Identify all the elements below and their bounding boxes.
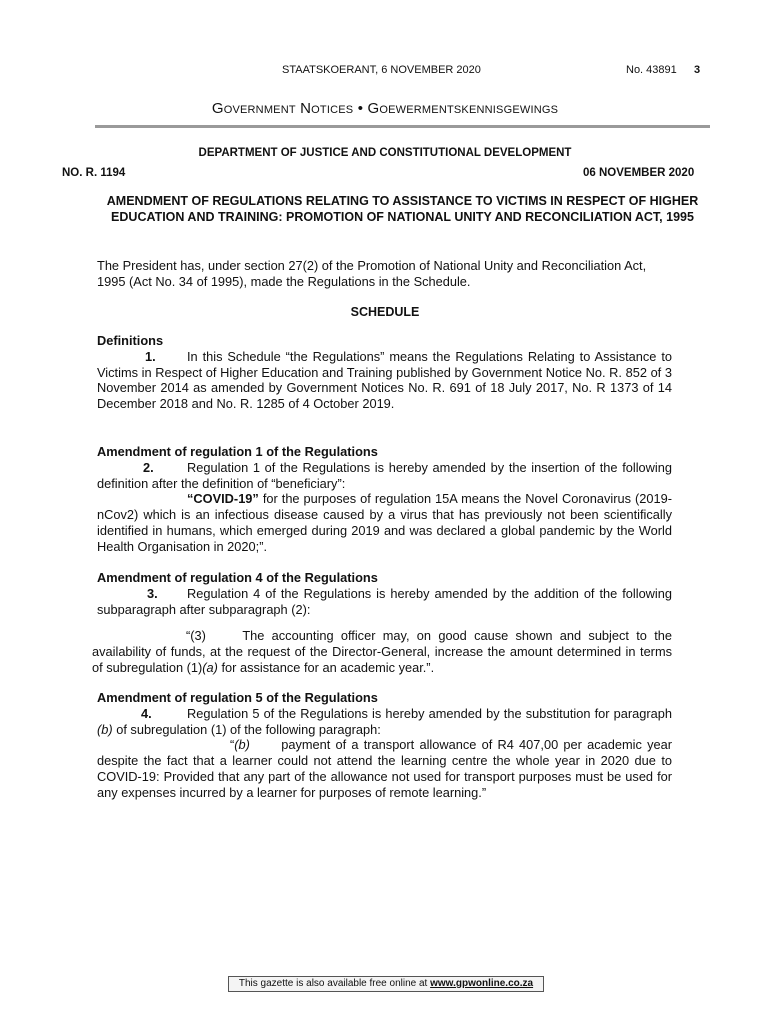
section-2-text: Regulation 1 of the Regulations is hereby amended by the insertion of the following definition after the definition of “beneficiary”: (97, 459, 672, 491)
section-title: Government Notices • Goewermentskennisgewings (211, 100, 559, 117)
intro-paragraph: The President has, under section 27(2) of the Promotion of National Unity and Reconciliation Act, 1995 (Act No. 34 of 1995), made the Regulations in the Schedule. (97, 258, 647, 289)
section-1-text: In this Schedule “the Regulations” means the Regulations Relating to Assistance to Victims in Respect of Higher Education and Training published by Government Notice No. R. 852 of 3 November 2014 as amended by Government Notices No. R. 691 of 18 July 2017, No. R 1373 of 14 December 2018 and No. R. 1285 of 4 October 2019. (97, 348, 672, 412)
gazette-name: STAATSKOERANT, 6 NOVEMBER 2020 (282, 64, 481, 76)
section-3-quote (92, 628, 672, 675)
title-rule (95, 125, 710, 128)
section-4-number: 4. (141, 705, 152, 721)
notice-date: 06 NOVEMBER 2020 (583, 167, 695, 179)
page-number: 3 (694, 64, 701, 76)
quote-4-italic: (b) (234, 737, 250, 753)
schedule-heading: SCHEDULE (350, 305, 420, 319)
notice-number: NO. R. 1194 (62, 167, 126, 179)
gazette-number: No. 43891 (626, 64, 677, 76)
section-1-number: 1. (145, 348, 156, 364)
quote-3-italic: (a) (202, 659, 218, 675)
footer-text: This gazette is also available free online at (238, 978, 431, 989)
covid-definition: for the purposes of regulation 15A means the Novel Coronavirus (2019-nCov2) which is an infectious disease caused by a virus that has previously not been scientifically identified in humans, which emerged during 2019 and was declared a global pandemic by the World Health Organisation in 2020;”. (97, 491, 672, 554)
footer-banner (228, 976, 544, 992)
section-2-number: 2. (143, 459, 154, 475)
section-4-heading: Amendment of regulation 5 of the Regulations (97, 690, 378, 705)
quote-4-open: “ (230, 737, 235, 753)
footer-link[interactable]: www.gpwonline.co.za (430, 978, 534, 989)
section-3-heading: Amendment of regulation 4 of the Regulations (97, 570, 378, 585)
section-4-text-end: of subregulation (1) of the following paragraph: (112, 721, 381, 737)
covid-term: “COVID-19” (187, 491, 259, 507)
section-3-number: 3. (147, 585, 158, 601)
quote-4-text: payment of a transport allowance of R4 407,00 per academic year despite the fact that a learner could not attend the learning centre the whole year in 2020 due to COVID-19: Provided that any part of the allowance not used for transport purposes must be used for any expenses incurred by a learner for purposes of remote learning.” (97, 737, 672, 800)
quote-3-number: “(3) (186, 628, 206, 643)
section-3-text: Regulation 4 of the Regulations is hereby amended by the addition of the following subparagraph after subparagraph (2): (97, 585, 672, 617)
quote-3-text-end: for assistance for an academic year.”. (217, 659, 435, 675)
section-4 (97, 690, 672, 801)
section-4-text: Regulation 5 of the Regulations is hereby amended by the substitution for paragraph (187, 705, 672, 721)
quote-3-text: The accounting officer may, on good cause shown and subject to the availability of funds, at the request of the Director-General, increase the amount determined in terms of subregulation (1) (92, 628, 672, 675)
notice-title: AMENDMENT OF REGULATIONS RELATING TO ASSISTANCE TO VICTIMS IN RESPECT OF HIGHER EDUCATION AND TRAINING: PROMOTION OF NATIONAL UNITY AND RECONCILIATION ACT, 1995 (106, 194, 699, 224)
section-2-heading: Amendment of regulation 1 of the Regulations (97, 444, 378, 459)
section-1 (97, 333, 672, 412)
department: DEPARTMENT OF JUSTICE AND CONSTITUTIONAL DEVELOPMENT (198, 147, 572, 159)
section-3 (97, 570, 672, 617)
section-1-heading: Definitions (97, 333, 164, 348)
section-2 (97, 444, 672, 555)
section-4-italic: (b) (97, 721, 113, 737)
